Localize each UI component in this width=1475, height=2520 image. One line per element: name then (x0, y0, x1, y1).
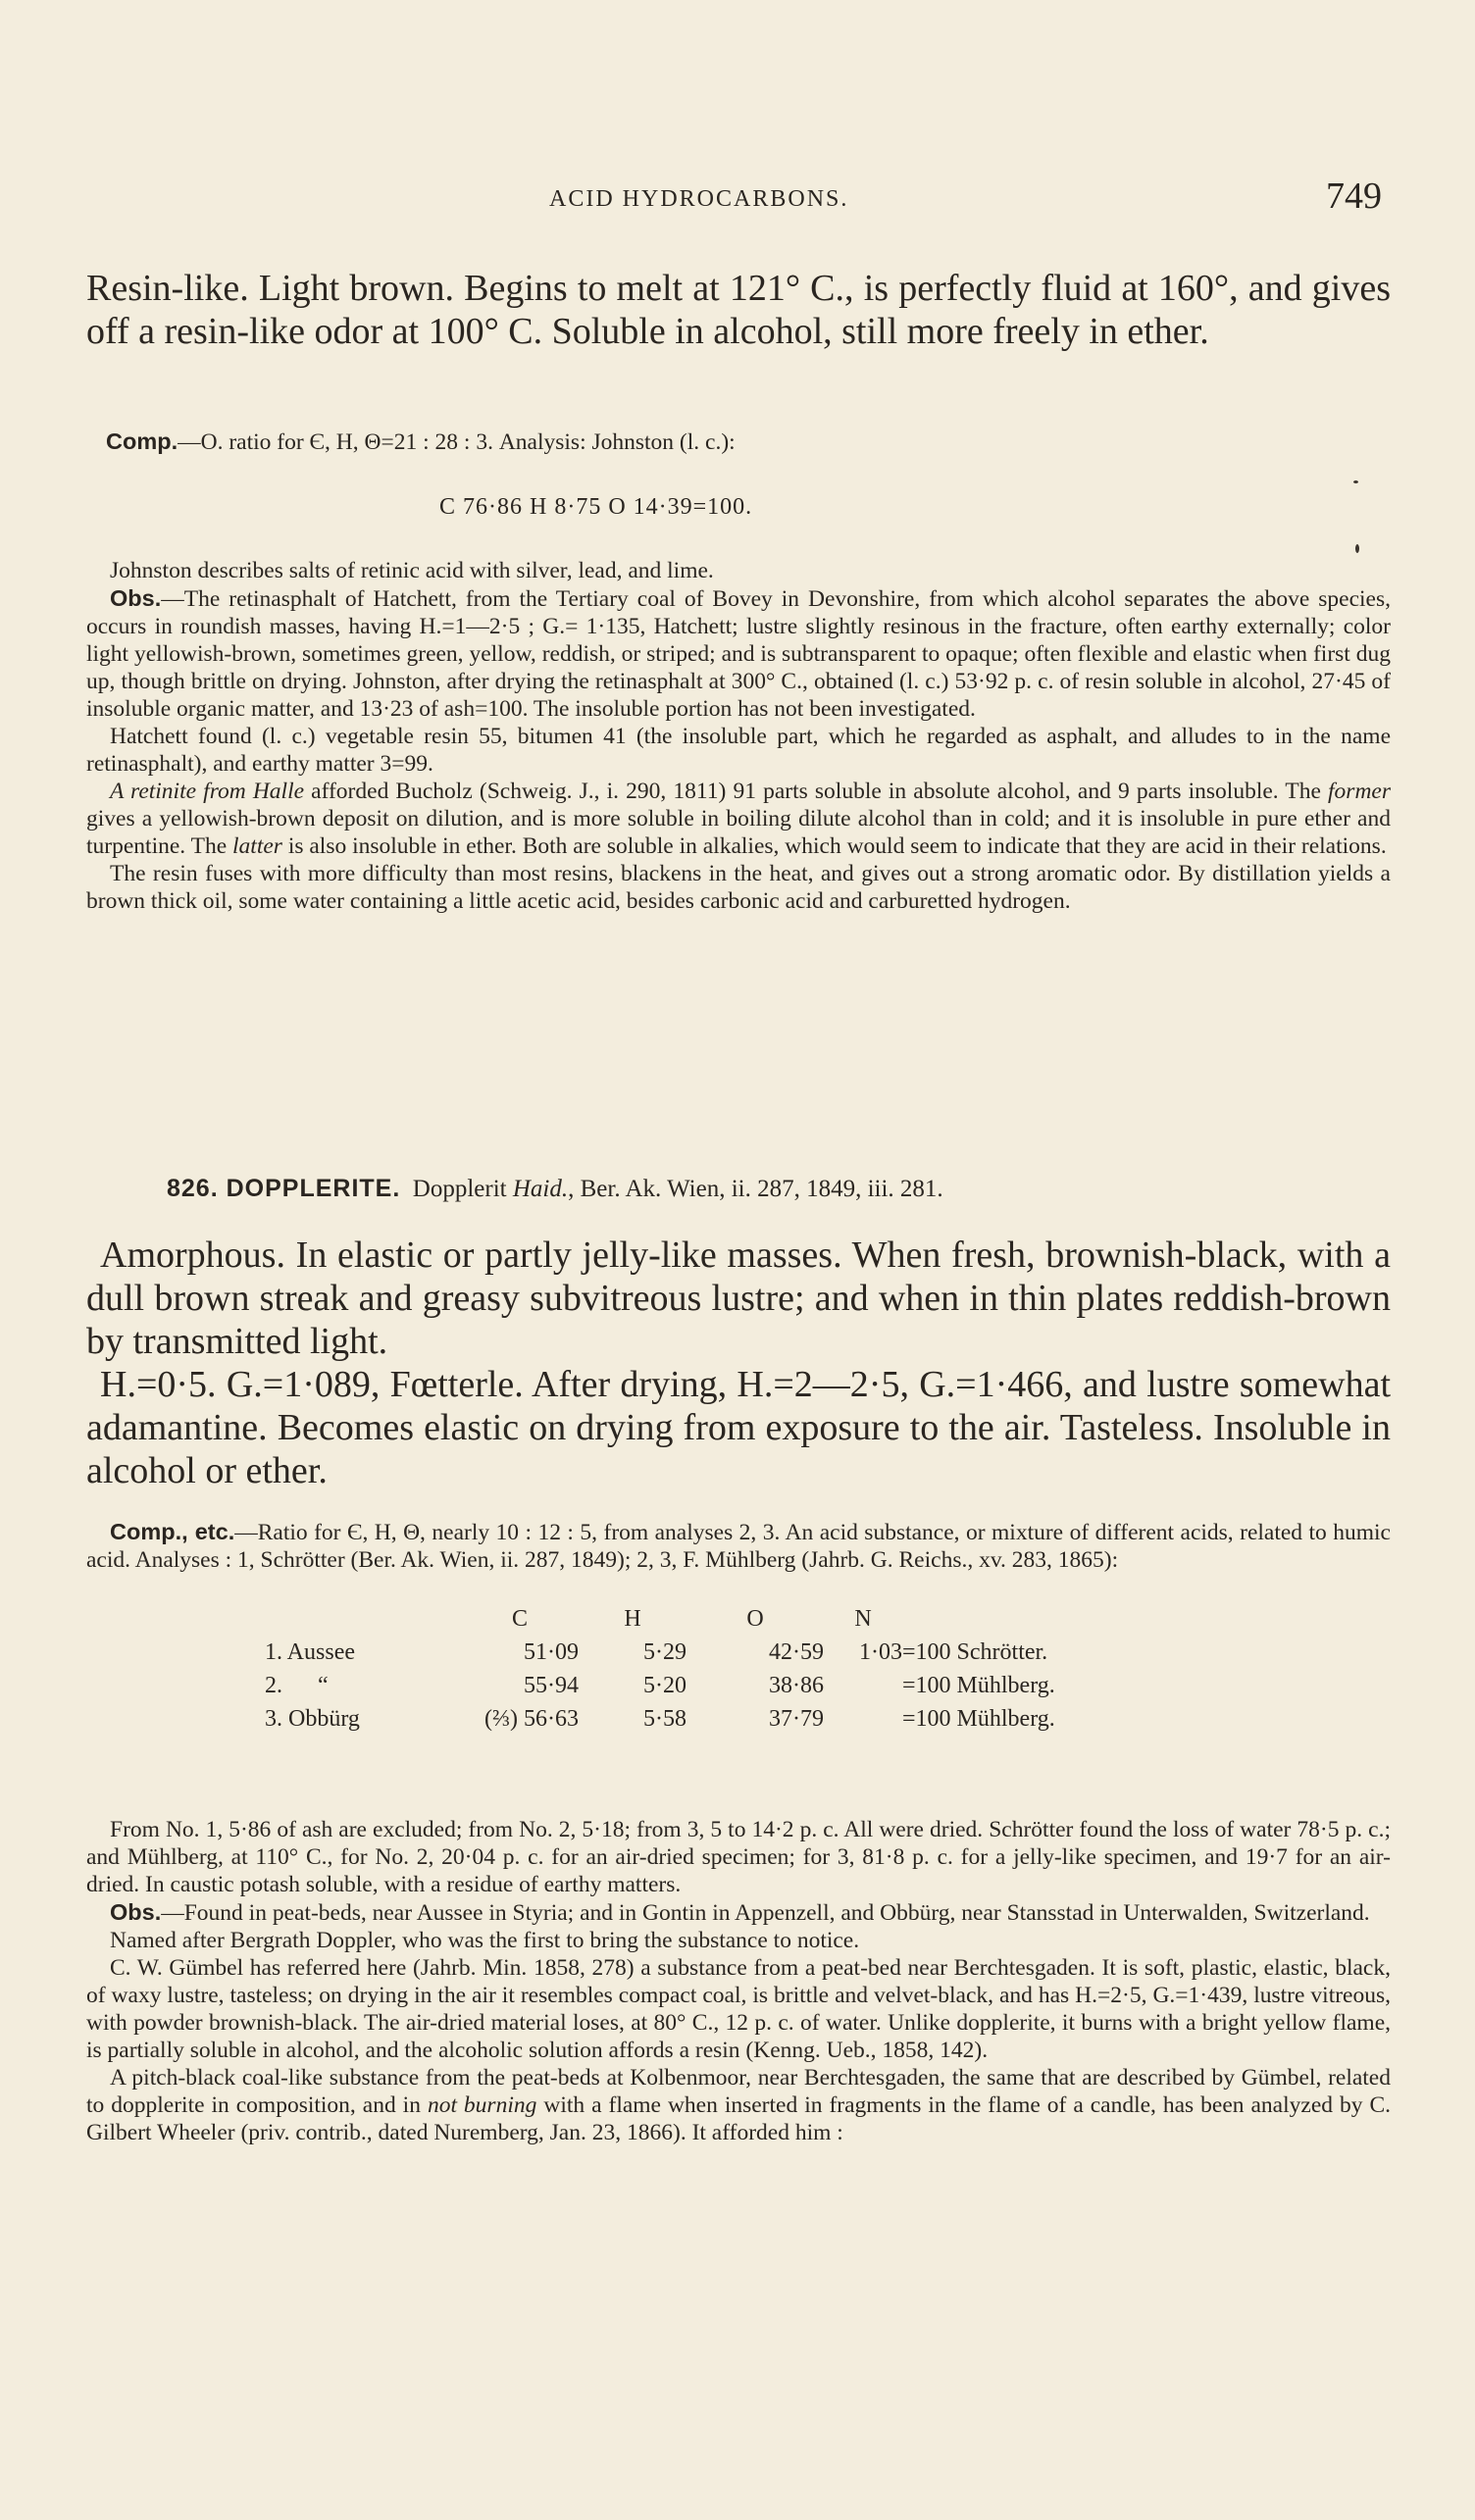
pitch-text-2: with a flame when inserted in fragments in the flame of a candle, has been analyzed by C. Gilbert Wheeler (priv. contrib., dated Nuremberg, Jan. 23, 1866). It afforded him : (86, 2092, 1391, 2145)
composition-paragraph-2 (86, 1518, 1391, 1574)
table-header-cell: O (746, 1605, 764, 1632)
halle-lead: A retinite from Halle (110, 779, 305, 804)
ash-paragraph: From No. 1, 5·86 of ash are excluded; from No. 2, 5·18; from 3, 5 to 14·2 p. c. All were dried. Schrötter found the loss of water 78·5 p. c.; and Mühlberg, at 110° C., for No. 2, 20·04 p. c. for an air-dried specimen; for 3, 81·8 p. c. for a jelly-like specimen, and 19·7 for an air-dried. In caustic potash soluble, with a residue of earthy matters. (86, 1817, 1391, 1897)
ink-speck (1355, 544, 1359, 553)
section-ref-post: , Ber. Ak. Wien, ii. 287, 1849, iii. 281. (568, 1176, 943, 1202)
table-cell: 5·29 (643, 1638, 687, 1665)
table-cell: 1. Aussee (265, 1638, 355, 1665)
dopplerite-description (86, 1234, 1391, 1492)
resin-paragraph: The resin fuses with more difficulty than most resins, blackens in the heat, and gives out a strong aromatic odor. By distillation yields a brown thick oil, some water containing a little acetic acid, besides carbonic acid and carburetted hydrogen. (86, 861, 1391, 914)
pitch-not-burning: not burning (427, 2092, 537, 2118)
table-cell: 1·03 (859, 1638, 902, 1665)
pitch-black-paragraph (86, 2064, 1391, 2146)
table-row (265, 1636, 1055, 1669)
table-cell: 38·86 (769, 1672, 824, 1698)
table-cell: 55·94 (524, 1672, 579, 1698)
table-cell: 5·20 (643, 1672, 687, 1698)
ink-speck (1353, 480, 1358, 483)
table-header-cell: H (624, 1605, 641, 1632)
comp-text: —O. ratio for Є, H, Θ=21 : 28 : 3. Analysis: Johnston (l. c.): (178, 429, 736, 455)
halle-text-1: afforded Bucholz (Schweig. J., i. 290, 1811) 91 parts soluble in absolute alcohol, and 9 parts insoluble. The (304, 779, 1329, 804)
table-header-cell: N (854, 1605, 872, 1632)
table-row (265, 1669, 1055, 1702)
obs-dopplerite-paragraph (86, 1898, 1391, 1927)
table-cell: 2. “ (265, 1672, 329, 1698)
comp-label: Comp. (106, 428, 178, 454)
halle-text-3: is also insoluble in ether. Both are soluble in alkalies, which would seem to indicate that they are acid in their relations. (281, 833, 1387, 859)
table-header-cell: C (511, 1605, 528, 1632)
halle-former: former (1328, 779, 1391, 804)
table-cell: 3. Obbürg (265, 1705, 360, 1732)
comp2-text: —Ratio for Є, H, Θ, nearly 10 : 12 : 5, from analyses 2, 3. An acid substance, or mixture of different acids, related to humic acid. Analyses : 1, Schrötter (Ber. Ak. Wien, ii. 287, 1849); 2, 3, F. Mühlberg (Jahrb. G. Reichs., xv. 283, 1865): (86, 1520, 1391, 1573)
table-cell: =100 Schrötter. (902, 1638, 1048, 1665)
obs-text: —The retinasphalt of Hatchett, from the Tertiary coal of Bovey in Devonshire, from which alcohol separates the above species, occurs in roundish masses, having H.=1—2·5 ; G.= 1·135, Hatchett; lustre slightly resinous in the fracture, often earthy externally; color light yellowish-brown, sometimes green, yellow, reddish, or striped; and is subtransparent to opaque; often flexible and elastic when first dug up, though brittle on drying. Johnston, after drying the retinasphalt at 300° C., obtained (l. c.) 53·92 p. c. of resin soluble in alcohol, 27·45 of insoluble organic matter, and 13·23 of ash=100. The insoluble portion has not been investigated. (86, 586, 1391, 722)
description-paragraph-2: H.=0·5. G.=1·089, Fœtterle. After drying, H.=2—2·5, G.=1·466, and lustre somewhat adamantine. Becomes elastic on drying from exposure to the air. Tasteless. Insoluble in alcohol or ether. (86, 1364, 1391, 1491)
obs-label: Obs. (110, 585, 162, 611)
table-cell (824, 1702, 902, 1736)
table-header-cell (265, 1602, 461, 1636)
table-header-cell (902, 1602, 1055, 1636)
comp2-label: Comp., etc. (110, 1519, 235, 1544)
obs-retinasphalt-paragraph (86, 584, 1391, 723)
johnston-paragraph: Johnston describes salts of retinic acid with silver, lead, and lime. (110, 558, 714, 583)
section-ref-pre: Dopplerit (412, 1176, 513, 1202)
running-header: ACID HYDROCARBONS. (549, 186, 849, 212)
named-paragraph: Named after Bergrath Doppler, who was the first to bring the substance to notice. (110, 1928, 860, 1953)
table-cell: 42·59 (769, 1638, 824, 1665)
table-row (265, 1702, 1055, 1736)
obs2-label: Obs. (110, 1899, 162, 1925)
gumbel-paragraph: C. W. Gümbel has referred here (Jahrb. Min. 1858, 278) a substance from a peat-bed near Berchtesgaden. It is soft, plastic, elastic, black, of waxy lustre, tasteless; on drying in the air it resembles compact coal, is brittle and velvet-black, and has H.=2·5, G.=1·439, lustre vitreous, with powder brownish-black. The air-dried material loses, at 80° C., 12 p. c. of water. Unlike dopplerite, it burns with a bright yellow flame, is partially soluble in alcohol, and the alcoholic solution affords a resin (Kenng. Ueb., 1858, 142). (86, 1955, 1391, 2063)
section-ref-author: Haid. (512, 1176, 569, 1202)
page-number: 749 (1326, 176, 1382, 217)
hatchett-paragraph: Hatchett found (l. c.) vegetable resin 55, bitumen 41 (the insoluble part, which he regarded as asphalt, and alludes to in the name retinasphalt), and earthy matter 3=99. (86, 724, 1391, 777)
table-cell: =100 Mühlberg. (902, 1705, 1055, 1732)
table-header-row (265, 1602, 1055, 1636)
dopplerite-notes (86, 1816, 1391, 2146)
description-paragraph-1: Amorphous. In elastic or partly jelly-like masses. When fresh, brownish-black, with a dull brown streak and greasy subvitreous lustre; and when in thin plates reddish-brown by transmitted light. (86, 1235, 1391, 1362)
analysis-formula: C 76·86 H 8·75 O 14·39=100. (439, 494, 753, 520)
intro-paragraph (86, 267, 1391, 353)
intro-text: Resin-like. Light brown. Begins to melt at 121° C., is perfectly fluid at 160°, and gives off a resin-like odor at 100° C. Soluble in alcohol, still more freely in ether. (86, 268, 1391, 352)
pitch-text-1: A pitch-black coal-like substance from the peat-beds at Kolbenmoor, near Berchtesgaden, the same that are described by Gümbel, related to dopplerite in composition, and in (86, 2065, 1391, 2118)
halle-text-2: gives a yellowish-brown deposit on dilution, and is more soluble in boiling dilute alcohol than in cold; and it is insoluble in pure ether and turpentine. The (86, 806, 1391, 859)
table-cell: =100 Mühlberg. (902, 1672, 1055, 1698)
table-cell: (⅔) 56·63 (484, 1705, 579, 1732)
analysis-table (265, 1602, 1055, 1736)
composition-paragraph (106, 428, 1391, 456)
retinic-section (86, 557, 1391, 915)
halle-paragraph (86, 778, 1391, 860)
table-cell (824, 1669, 902, 1702)
section-heading (167, 1175, 943, 1203)
section-title: 826. DOPPLERITE. (167, 1175, 401, 1202)
table-cell: 5·58 (643, 1705, 687, 1732)
table-cell: 51·09 (524, 1638, 579, 1665)
obs2-text: —Found in peat-beds, near Aussee in Styria; and in Gontin in Appenzell, and Obbürg, near Stansstad in Unterwalden, Switzerland. (161, 1900, 1370, 1926)
halle-latter: latter (232, 833, 282, 859)
table-cell: 37·79 (769, 1705, 824, 1732)
